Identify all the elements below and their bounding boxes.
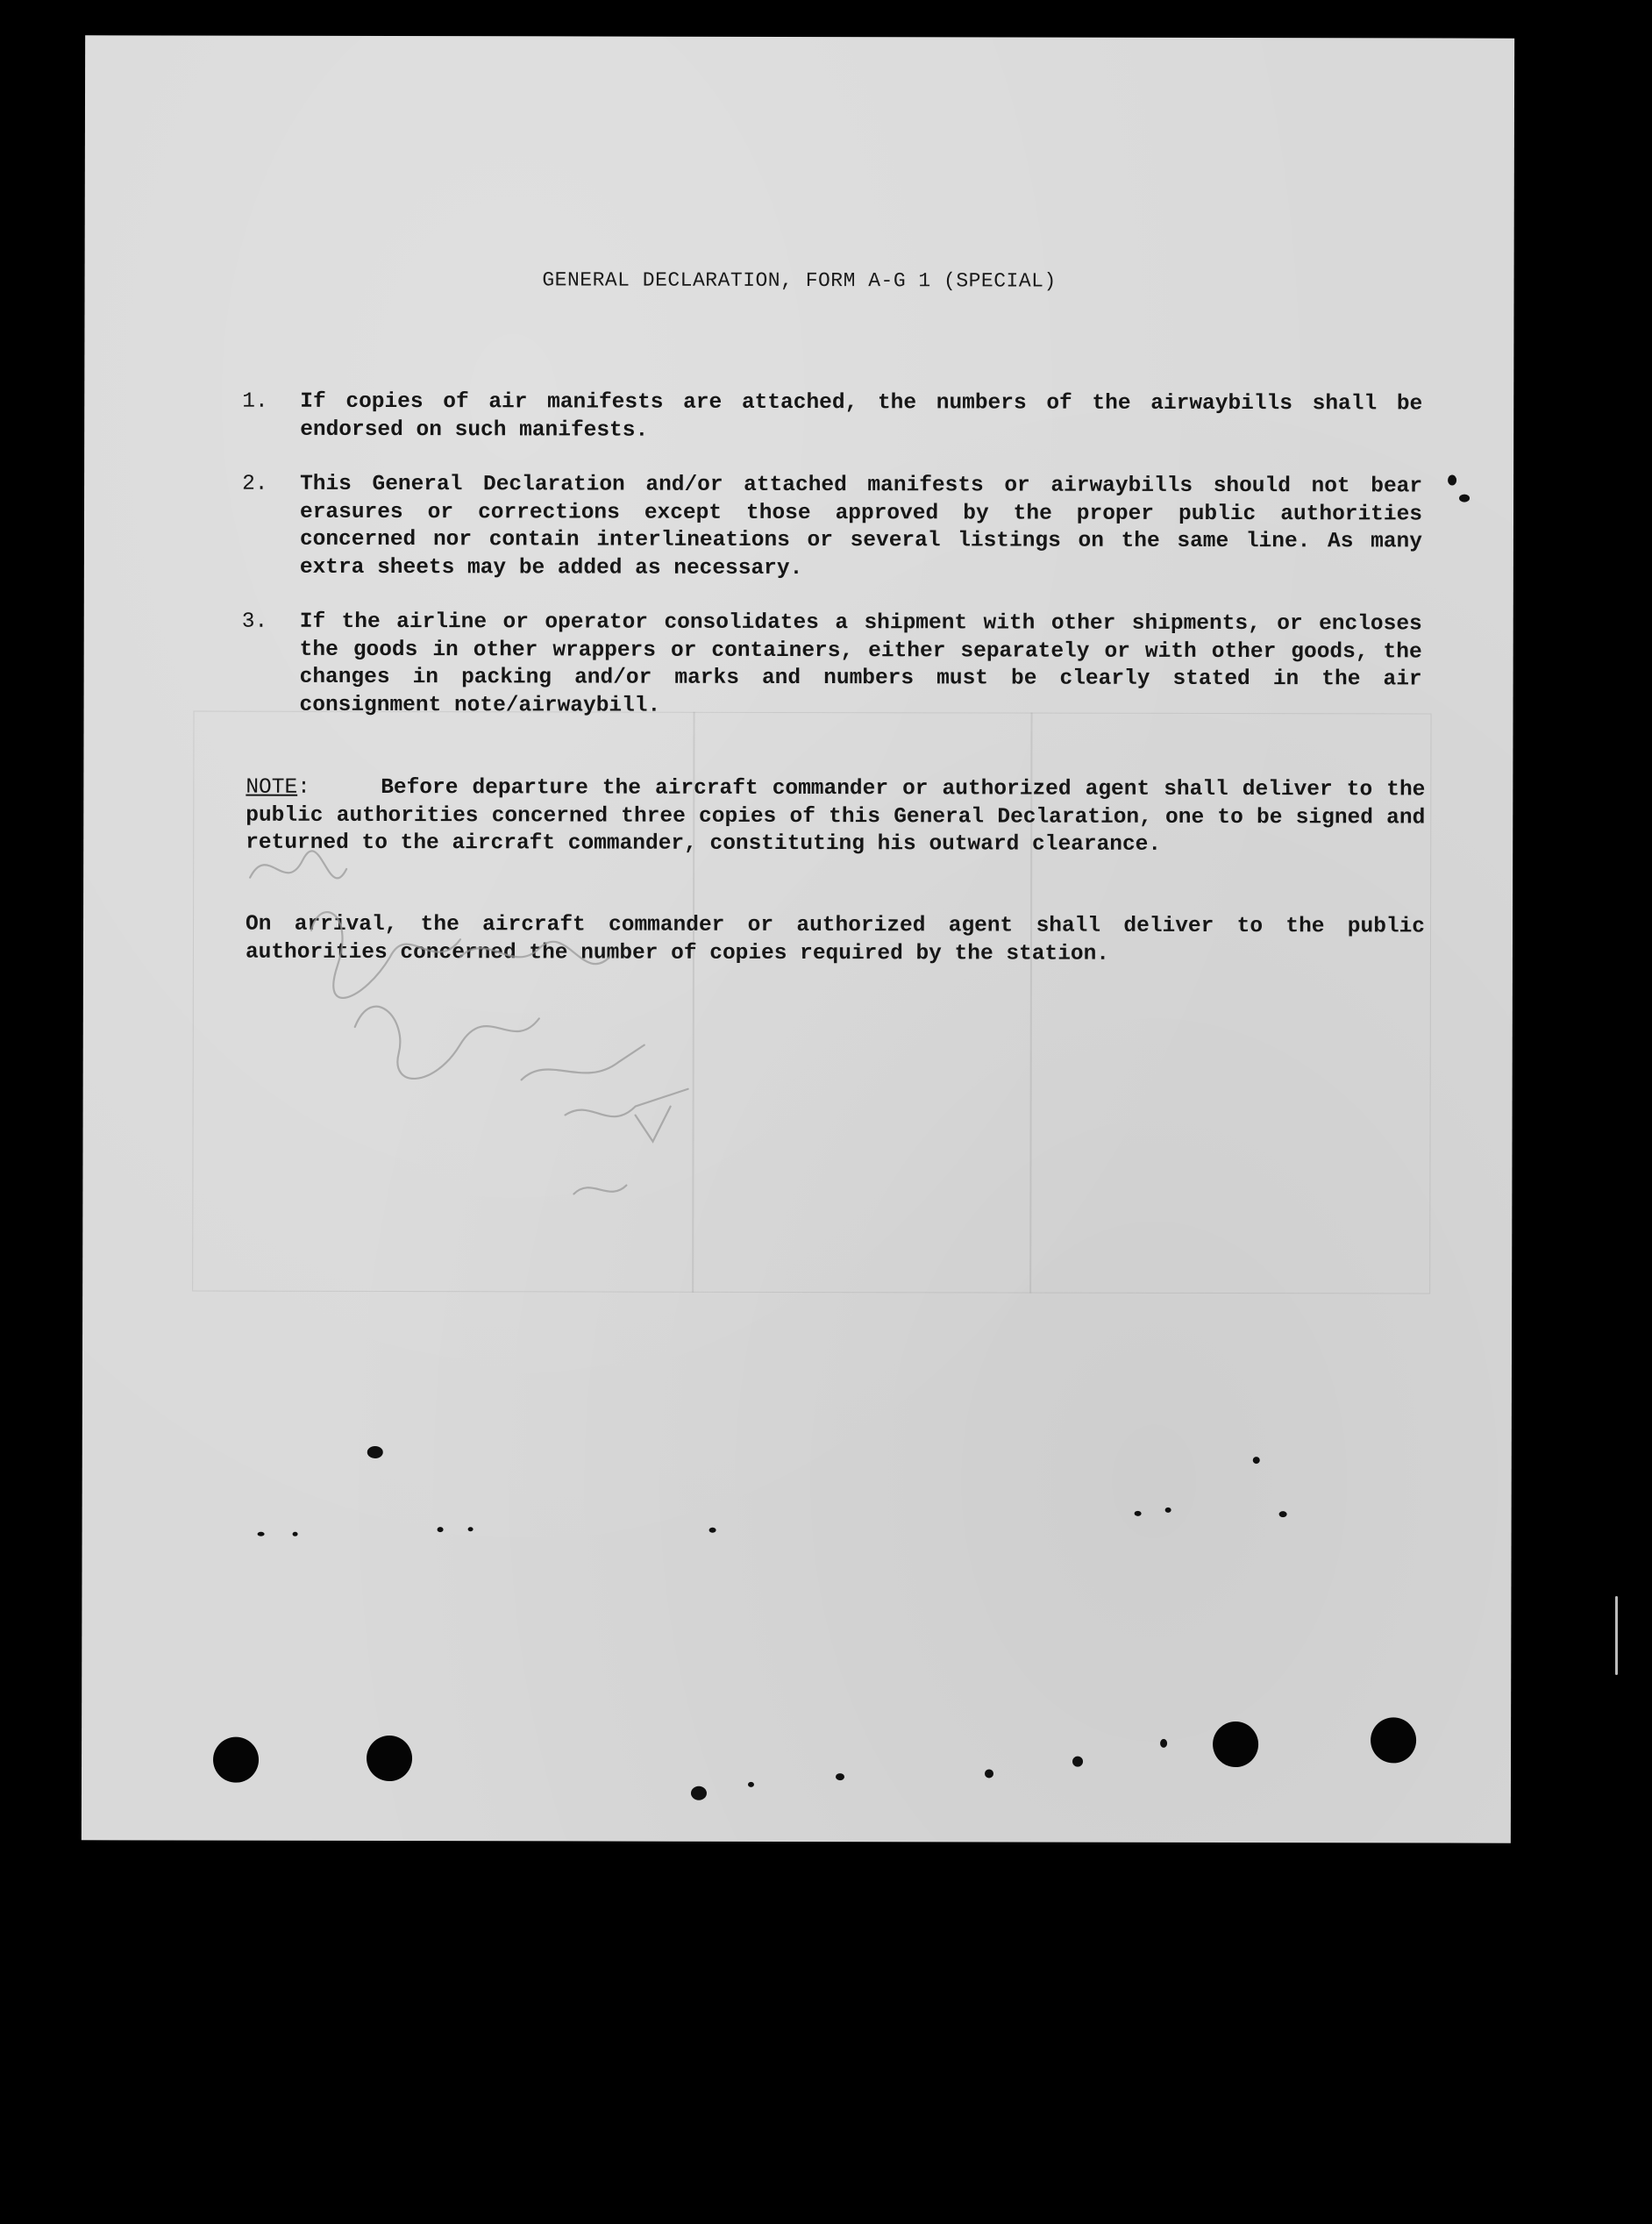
list-item [242,471,1423,581]
ink-speck [258,1532,265,1536]
ink-speck [1072,1757,1083,1767]
ink-speck [691,1786,707,1800]
punch-hole [1371,1717,1416,1763]
arrival-paragraph: On arrival, the aircraft commander or authorized agent shall deliver to the public authorities concerned the number of copies required by the station. [245,912,1426,966]
punch-hole [213,1737,259,1783]
ink-speck [1165,1508,1171,1513]
edge-mark [1615,1596,1618,1675]
ink-speck [985,1769,993,1778]
ink-speck [1135,1511,1142,1516]
ink-speck [1448,475,1456,486]
punch-hole [367,1736,412,1781]
page-title: GENERAL DECLARATION, FORM A-G 1 (SPECIAL) [542,268,1057,293]
list-item-text: If the airline or operator consolidates a shipment with other shipments, or encloses the goods in other wrappers or containers, either separately or with other goods, the changes in packing and/or marks and numbers must be clearly stated in the air consignment note/airwaybill. [299,609,1422,718]
ink-speck [1279,1511,1287,1517]
pencil-scribble [231,825,846,1282]
note-colon: : [297,775,381,801]
ink-speck [367,1446,383,1458]
list-item-number: 3. [241,609,268,634]
punch-hole [1213,1721,1258,1767]
list-item-text: If copies of air manifests are attached, the numbers of the airwaybills shall be endorsed on such manifests. [300,389,1423,443]
note-label: NOTE [246,775,298,800]
paper-sheet [82,35,1514,1843]
note-text: Before departure the aircraft commander or authorized agent shall deliver to the public authorities concerned three copies of this General Declaration, one to be signed and returned to the aircraft commander, constituting his outward clearance. [246,776,1426,857]
ink-speck [1160,1739,1167,1748]
ink-speck [709,1528,716,1533]
list-item-number: 1. [242,389,268,414]
list-item [242,388,1423,443]
ink-speck [293,1532,298,1536]
ink-speck [836,1773,844,1780]
list-item [241,609,1422,718]
ink-speck [438,1527,444,1532]
list-item-text: This General Declaration and/or attached manifests or airwaybills should not bear erasures or corrections except those approved by the proper public authorities concerned nor contain interlineations or several listings on the same line. As many extra sheets may be added as necessary. [299,472,1423,581]
ink-speck [748,1782,754,1787]
ink-speck [1459,495,1470,503]
list-item-number: 2. [242,472,268,496]
ink-speck [468,1527,474,1531]
ink-speck [1253,1457,1260,1464]
